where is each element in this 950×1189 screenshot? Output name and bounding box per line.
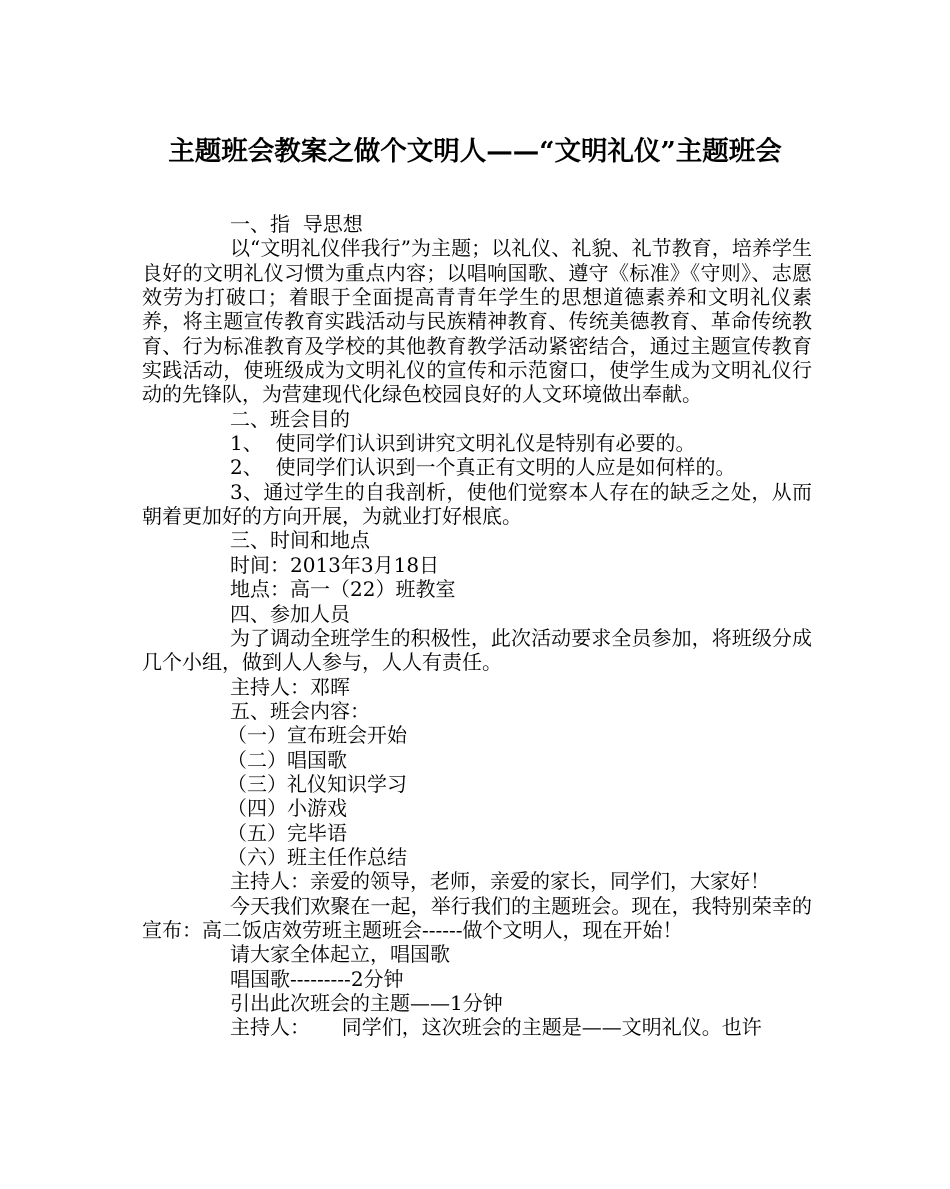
purpose-item-1: 1、 使同学们认识到讲究文明礼仪是特别有必要的。 xyxy=(230,431,696,456)
paragraph-opening: 今天我们欢聚在一起，举行我们的主题班会。现在，我特别荣幸的宣布：高二饭店效劳班主题班会------做个文明人，现在开始！ xyxy=(142,893,812,942)
document-body xyxy=(142,212,812,1040)
paragraph-participants: 为了调动全班学生的积极性，此次活动要求全员参加，将班级分成几个小组，做到人人参与，人人有责任。 xyxy=(142,625,812,675)
section-heading-guiding-thought: 一、指 导思想 xyxy=(230,212,363,236)
content-item-4: （四）小游戏 xyxy=(227,796,347,821)
document-title: 主题班会教案之做个文明人——“文明礼仪”主题班会 xyxy=(168,136,782,167)
host-theme-line: 主持人： 同学们，这次班会的主题是——文明礼仪。也许 xyxy=(230,1015,762,1040)
content-item-6: （六）班主任作总结 xyxy=(227,844,407,869)
section-heading-time-place: 三、时间和地点 xyxy=(230,528,370,553)
paragraph-guiding-thought: 以“文明礼仪伴我行”为主题；以礼仪、礼貌、礼节教育，培养学生良好的文明礼仪习惯为重点内容；以唱响国歌、遵守《标准》《守则》、志愿效劳为打破口；着眼于全面提高青青年学生的思想道德素养和文明礼仪素养，将主题宣传教育实践活动与民族精神教育、传统美德教育、革命传统教育、行为标准教育及学校的其他教育教学活动紧密结合，通过主题宣传教育实践活动，使班级成为文明礼仪的宣传和示范窗口，使学生成为文明礼仪行动的先锋队，为营建现代化绿色校园良好的人文环境做出奉献。 xyxy=(142,236,812,407)
content-item-1: （一）宣布班会开始 xyxy=(227,723,407,748)
content-item-2: （二）唱国歌 xyxy=(227,747,347,772)
place-line: 地点：高一（22）班教室 xyxy=(230,577,456,602)
time-line: 时间：2013年3月18日 xyxy=(230,552,440,577)
content-item-5: （五）完毕语 xyxy=(227,820,347,845)
host-greeting: 主持人：亲爱的领导，老师，亲爱的家长，同学们，大家好！ xyxy=(230,869,770,894)
section-heading-purpose: 二、班会目的 xyxy=(230,406,350,431)
purpose-item-2: 2、 使同学们认识到一个真正有文明的人应是如何样的。 xyxy=(230,455,736,480)
content-item-3: （三）礼仪知识学习 xyxy=(227,771,407,796)
theme-intro-line: 引出此次班会的主题——1分钟 xyxy=(230,991,503,1015)
section-heading-content: 五、班会内容： xyxy=(230,698,370,723)
stand-up-line: 请大家全体起立，唱国歌 xyxy=(230,942,450,967)
host-line: 主持人：邓晖 xyxy=(230,674,350,699)
section-heading-participants: 四、参加人员 xyxy=(230,601,350,626)
anthem-line: 唱国歌---------2分钟 xyxy=(230,966,404,991)
purpose-item-3: 3、通过学生的自我剖析，使他们觉察本人存在的缺乏之处，从而朝着更加好的方向开展，为就业打好根底。 xyxy=(142,479,812,529)
